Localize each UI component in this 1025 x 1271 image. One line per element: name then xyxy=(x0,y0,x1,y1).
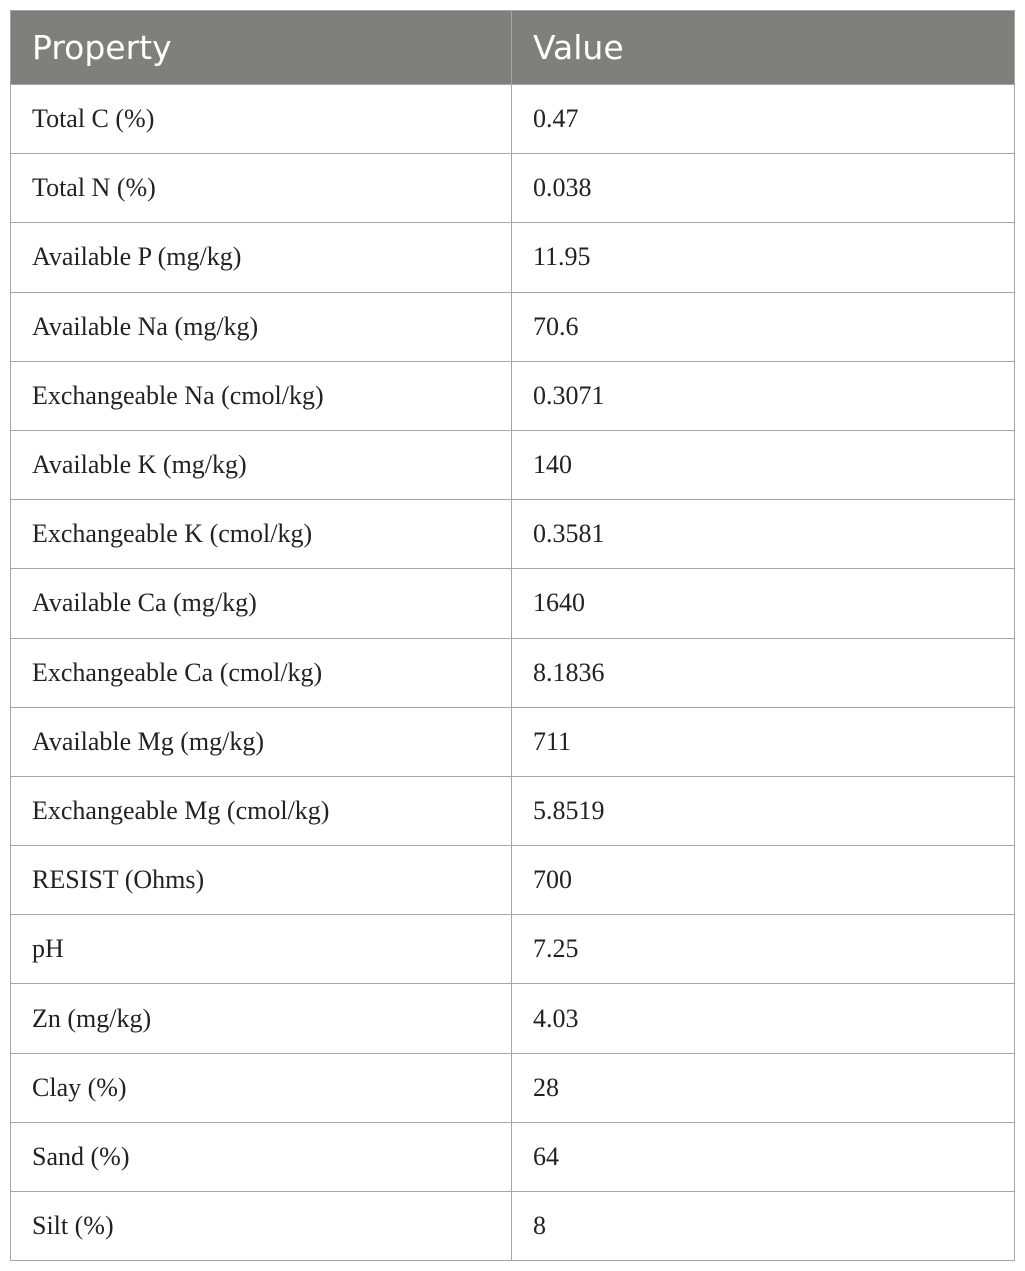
value-cell: 7.25 xyxy=(512,915,1015,984)
property-cell: Exchangeable K (cmol/kg) xyxy=(11,500,512,569)
table-row xyxy=(11,638,1015,707)
header-property: Property xyxy=(11,11,512,85)
table-body xyxy=(11,85,1015,1261)
value-cell: 64 xyxy=(512,1122,1015,1191)
property-cell: Exchangeable Ca (cmol/kg) xyxy=(11,638,512,707)
property-cell: Total N (%) xyxy=(11,154,512,223)
table-row xyxy=(11,430,1015,499)
table-row xyxy=(11,915,1015,984)
value-cell: 8.1836 xyxy=(512,638,1015,707)
table-row xyxy=(11,292,1015,361)
value-cell: 8 xyxy=(512,1192,1015,1261)
property-cell: Available Mg (mg/kg) xyxy=(11,707,512,776)
value-cell: 1640 xyxy=(512,569,1015,638)
property-cell: Available Na (mg/kg) xyxy=(11,292,512,361)
property-cell: Available Ca (mg/kg) xyxy=(11,569,512,638)
property-cell: Sand (%) xyxy=(11,1122,512,1191)
value-cell: 0.3071 xyxy=(512,361,1015,430)
value-cell: 711 xyxy=(512,707,1015,776)
soil-properties-table xyxy=(10,10,1015,1261)
property-cell: Total C (%) xyxy=(11,85,512,154)
value-cell: 28 xyxy=(512,1053,1015,1122)
table-row xyxy=(11,1122,1015,1191)
value-cell: 11.95 xyxy=(512,223,1015,292)
property-cell: RESIST (Ohms) xyxy=(11,846,512,915)
table-row xyxy=(11,1192,1015,1261)
table-row xyxy=(11,776,1015,845)
table-row xyxy=(11,569,1015,638)
property-cell: Silt (%) xyxy=(11,1192,512,1261)
table-row xyxy=(11,1053,1015,1122)
soil-properties-table-container xyxy=(10,10,1014,1261)
table-row xyxy=(11,846,1015,915)
table-row xyxy=(11,361,1015,430)
value-cell: 0.038 xyxy=(512,154,1015,223)
property-cell: Available P (mg/kg) xyxy=(11,223,512,292)
table-row xyxy=(11,85,1015,154)
value-cell: 5.8519 xyxy=(512,776,1015,845)
value-cell: 140 xyxy=(512,430,1015,499)
table-row xyxy=(11,223,1015,292)
property-cell: Exchangeable Mg (cmol/kg) xyxy=(11,776,512,845)
table-header xyxy=(11,11,1015,85)
value-cell: 70.6 xyxy=(512,292,1015,361)
property-cell: Clay (%) xyxy=(11,1053,512,1122)
table-row xyxy=(11,500,1015,569)
property-cell: Exchangeable Na (cmol/kg) xyxy=(11,361,512,430)
property-cell: pH xyxy=(11,915,512,984)
table-row xyxy=(11,984,1015,1053)
table-row xyxy=(11,707,1015,776)
table-row xyxy=(11,154,1015,223)
value-cell: 0.47 xyxy=(512,85,1015,154)
property-cell: Zn (mg/kg) xyxy=(11,984,512,1053)
header-row xyxy=(11,11,1015,85)
header-value: Value xyxy=(512,11,1015,85)
value-cell: 0.3581 xyxy=(512,500,1015,569)
value-cell: 4.03 xyxy=(512,984,1015,1053)
value-cell: 700 xyxy=(512,846,1015,915)
property-cell: Available K (mg/kg) xyxy=(11,430,512,499)
